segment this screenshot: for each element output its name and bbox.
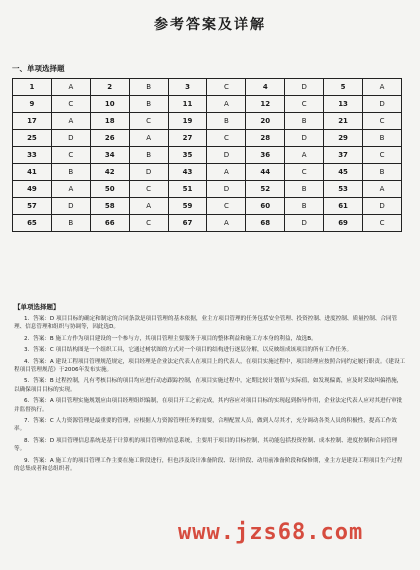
question-number-cell: 60	[246, 198, 285, 215]
question-number-cell: 33	[13, 147, 52, 164]
explanation-paragraph: 7．答案：C 人力资源管理是最重要的管理，应根据人力资源管理任务的需要，合理配置人员，做到人尽其才，充分调动各类人员的积极性，提高工作效率。	[14, 418, 397, 433]
answer-cell: A	[363, 79, 402, 96]
answer-cell: B	[285, 113, 324, 130]
question-number-cell: 68	[246, 215, 285, 232]
table-row	[13, 130, 402, 147]
explanation-paragraph: 9．答案：A 施工方的项目管理工作主要在施工阶段进行，但也涉及设计准备阶段、设计阶段、动用前准备阶段和保修期，业主方是建设工程项目生产过程的总集成者和总组织者。	[14, 457, 403, 473]
question-number-cell: 35	[168, 147, 207, 164]
explanation-paragraph: 5．答案：B 过程控制，凡有考核目标的项目均应进行动态跟踪控制，在项目实施过程中，定期比较计划值与实际值，如发现偏离，应及时采取纠偏措施，以确保项目目标的实现。	[14, 378, 403, 393]
answer-cell: C	[207, 79, 246, 96]
question-number-cell: 28	[246, 130, 285, 147]
answer-cell: C	[285, 96, 324, 113]
question-number-cell: 17	[13, 113, 52, 130]
question-number-cell: 18	[90, 113, 129, 130]
explanation-paragraph: 3．答案：C 项目结构图是一个组织工具，它通过树状图的方式对一个项目的结构进行逐层分解，以反映组成该项目的所有工作任务。	[24, 347, 353, 354]
explanation-paragraph: 2．答案：B 施工方作为项目建设的一个参与方，其项目管理主要服务于项目的整体利益和施工方本身的利益，故选B。	[24, 335, 317, 342]
table-row	[13, 198, 402, 215]
question-number-cell: 51	[168, 181, 207, 198]
question-number-cell: 34	[90, 147, 129, 164]
question-number-cell: 13	[324, 96, 363, 113]
answer-cell: A	[51, 181, 90, 198]
answer-cell: C	[129, 215, 168, 232]
table-row	[13, 164, 402, 181]
answer-cell: C	[363, 113, 402, 130]
answer-cell: C	[129, 181, 168, 198]
answer-cell: C	[285, 164, 324, 181]
explanation-paragraph: 6．答案：A 项目管理实施规划应由项目经理组织编制，在项目开工之前完成，其内容应对项目目标的实现起到指导作用，企业法定代表人应对其进行审批并监督执行。	[14, 398, 403, 413]
answer-cell: D	[129, 164, 168, 181]
question-number-cell: 26	[90, 130, 129, 147]
answer-cell: A	[51, 79, 90, 96]
answer-table	[12, 78, 402, 232]
question-number-cell: 67	[168, 215, 207, 232]
answer-cell: D	[285, 79, 324, 96]
page-title: 参考答案及详解	[154, 17, 266, 33]
table-row	[13, 79, 402, 96]
question-number-cell: 69	[324, 215, 363, 232]
answer-cell: A	[363, 181, 402, 198]
answer-cell: C	[363, 215, 402, 232]
answer-cell: A	[207, 215, 246, 232]
question-number-cell: 2	[90, 79, 129, 96]
answer-cell: B	[285, 181, 324, 198]
answer-cell: D	[207, 147, 246, 164]
answer-cell: A	[207, 96, 246, 113]
question-number-cell: 43	[168, 164, 207, 181]
question-number-cell: 41	[13, 164, 52, 181]
answer-cell: D	[51, 198, 90, 215]
question-number-cell: 58	[90, 198, 129, 215]
table-row	[13, 215, 402, 232]
answer-cell: A	[129, 130, 168, 147]
question-number-cell: 50	[90, 181, 129, 198]
question-number-cell: 59	[168, 198, 207, 215]
question-number-cell: 57	[13, 198, 52, 215]
question-number-cell: 52	[246, 181, 285, 198]
answer-cell: B	[285, 198, 324, 215]
explanation-header: 【单项选择题】	[14, 303, 60, 311]
answer-cell: C	[207, 198, 246, 215]
question-number-cell: 36	[246, 147, 285, 164]
table-row	[13, 147, 402, 164]
answer-cell: D	[363, 198, 402, 215]
question-number-cell: 49	[13, 181, 52, 198]
table-row	[13, 96, 402, 113]
question-number-cell: 45	[324, 164, 363, 181]
answer-cell: A	[51, 113, 90, 130]
answer-cell: C	[51, 147, 90, 164]
question-number-cell: 20	[246, 113, 285, 130]
answer-cell: B	[207, 113, 246, 130]
answer-cell: C	[207, 130, 246, 147]
question-number-cell: 37	[324, 147, 363, 164]
question-number-cell: 65	[13, 215, 52, 232]
explanation-paragraph: 4．答案：A 建设工程项目管理规范规定，项目经理是企业法定代表人在项目上的代表人，在项目实施过程中，项目经理应按照合同约定履行职责。《建设工程项目管理规范》于2006年发布实施。	[14, 358, 406, 374]
answer-cell: B	[51, 164, 90, 181]
explanation-list	[14, 315, 406, 477]
answer-cell: D	[285, 215, 324, 232]
answer-table-body	[13, 79, 402, 232]
answer-cell: C	[363, 147, 402, 164]
watermark: www.jzs68.com	[178, 520, 364, 545]
question-number-cell: 25	[13, 130, 52, 147]
question-number-cell: 9	[13, 96, 52, 113]
answer-cell: B	[51, 215, 90, 232]
answer-cell: A	[285, 147, 324, 164]
answer-cell: D	[363, 96, 402, 113]
explanation-paragraph: 8．答案：D 项目管理信息系统是基于计算机的项目管理的信息系统，主要用于项目的目标控制，其功能包括投资控制、成本控制、进度控制和合同管理等。	[14, 437, 398, 453]
answer-cell: A	[207, 164, 246, 181]
question-number-cell: 5	[324, 79, 363, 96]
answer-cell: C	[51, 96, 90, 113]
answer-cell: D	[285, 130, 324, 147]
answer-cell: B	[129, 96, 168, 113]
answer-cell: A	[129, 198, 168, 215]
question-number-cell: 4	[246, 79, 285, 96]
question-number-cell: 12	[246, 96, 285, 113]
question-number-cell: 19	[168, 113, 207, 130]
answer-cell: C	[129, 113, 168, 130]
answer-cell: B	[129, 147, 168, 164]
question-number-cell: 3	[168, 79, 207, 96]
explanation-paragraph: 1．答案：D 项目目标的确定和制定的合同条款是项目管理的基本依据，业主方项目管理的任务包括安全管理、投资控制、进度控制、质量控制、合同管理、信息管理和组织与协调等，因此选D。	[14, 316, 398, 331]
question-number-cell: 66	[90, 215, 129, 232]
answer-cell: B	[363, 130, 402, 147]
answer-cell: B	[129, 79, 168, 96]
answer-cell: D	[207, 181, 246, 198]
question-number-cell: 29	[324, 130, 363, 147]
question-number-cell: 42	[90, 164, 129, 181]
question-number-cell: 10	[90, 96, 129, 113]
section-title: 一、单项选择题	[12, 64, 65, 73]
answer-cell: B	[363, 164, 402, 181]
table-row	[13, 113, 402, 130]
question-number-cell: 53	[324, 181, 363, 198]
question-number-cell: 61	[324, 198, 363, 215]
question-number-cell: 27	[168, 130, 207, 147]
question-number-cell: 44	[246, 164, 285, 181]
question-number-cell: 11	[168, 96, 207, 113]
answer-cell: D	[51, 130, 90, 147]
question-number-cell: 21	[324, 113, 363, 130]
table-row	[13, 181, 402, 198]
question-number-cell: 1	[13, 79, 52, 96]
